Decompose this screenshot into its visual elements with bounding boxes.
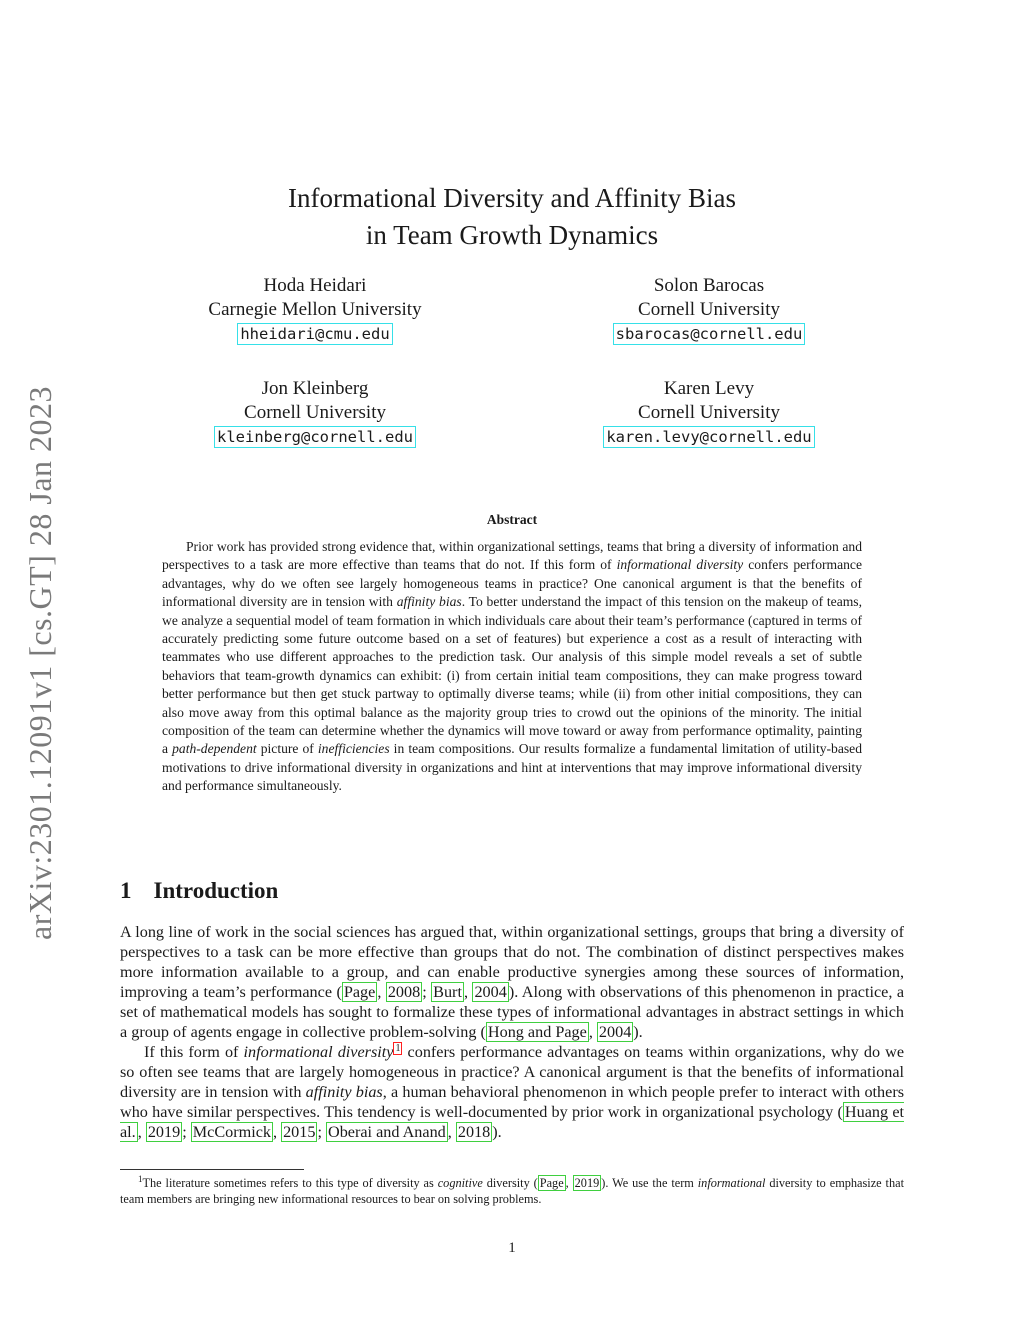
body-emphasis: informational diversity	[243, 1043, 394, 1061]
abstract-heading: Abstract	[486, 512, 538, 527]
author-email-link[interactable]: hheidari@cmu.edu	[237, 323, 392, 345]
citation-link[interactable]: 2018	[457, 1123, 491, 1141]
abstract-text: Prior work has provided strong evidence that, within organizational settings, teams that bring a diversity of information and perspectives to a task are more effective than teams that do not. If this form of	[162, 539, 862, 573]
body-emphasis: affinity bias	[305, 1083, 383, 1101]
citation-link[interactable]: 2008	[387, 983, 421, 1001]
section-heading	[120, 878, 278, 904]
footnote-divider	[120, 1169, 304, 1170]
footnote-emphasis: informational	[697, 1176, 766, 1190]
footnote-emphasis: cognitive	[437, 1176, 483, 1190]
citation-link[interactable]: 2004	[474, 983, 507, 1001]
citation-link[interactable]: 2015	[283, 1123, 316, 1141]
citation-link[interactable]: Hong and Page	[487, 1023, 587, 1041]
body-text: If this form of	[144, 1043, 244, 1061]
footnote-reference-link[interactable]: 1	[395, 1042, 401, 1054]
citation-link[interactable]: Page	[343, 983, 376, 1001]
intro-paragraph-2	[120, 1042, 904, 1142]
arxiv-identifier: arXiv:2301.12091v1 [cs.GT] 28 Jan 2023	[22, 385, 58, 940]
abstract-text: in team compositions. Our results formalize a fundamental limitation of utility-based motivations to drive informational diversity in organizations and hint at interventions that may improve informational diversity and performance simultaneously.	[162, 741, 862, 794]
abstract-text: picture of	[256, 741, 318, 757]
body-text: ,	[272, 1123, 282, 1141]
author-affiliation: Carnegie Mellon University	[208, 299, 422, 320]
author-name: Karen Levy	[663, 378, 755, 399]
footnote-text: The literature sometimes refers to this type of diversity as	[142, 1176, 438, 1190]
body-text: ).	[492, 1123, 502, 1141]
title-line-2: in Team Growth Dynamics	[365, 220, 659, 250]
abstract-text: confers performance advantages, why do we often see largely homogeneous teams in practice? One canonical argument is that the benefits of informational diversity are in tension with	[162, 557, 862, 610]
citation-link[interactable]: 2019	[574, 1176, 600, 1190]
body-text: ).	[633, 1023, 643, 1041]
footnote	[120, 1175, 904, 1207]
abstract-text: . To better understand the impact of this tension on the makeup of teams, we analyze a sequential model of team formation in which individuals care about their team’s performance (captured in terms of accurately predicting some future outcome based on a set of features) but experience a cost as a result of interacting with teammates who use different approaches to the prediction task. Our analysis of this simple model reveals a set of subtle behaviors that team-growth dynamics can exhibit: (i) from certain initial team compositions, they can make progress toward better performance but then get stuck partway to optimally diverse teams; while (ii) from other initial compositions, they can also move away from this optimal balance as the majority group tries to crowd out the opinions of the minority. The initial composition of the team can determine whether the dynamics will move toward or away from performance optimality, painting a	[162, 594, 862, 757]
body-text: ,	[137, 1123, 146, 1141]
abstract-emphasis: affinity bias	[396, 594, 462, 610]
page-number: 1	[508, 1240, 516, 1256]
author-name: Hoda Heidari	[263, 275, 367, 296]
author-email-link[interactable]: karen.levy@cornell.edu	[603, 426, 814, 448]
citation-link[interactable]: McCormick	[192, 1123, 271, 1141]
footnote-text: diversity to emphasize that team members are bringing new informational resources to bear on solving problems.	[120, 1176, 904, 1206]
citation-link[interactable]: 2019	[147, 1123, 181, 1141]
citation-link[interactable]: Burt	[433, 983, 462, 1001]
section-number: 1	[120, 878, 132, 903]
citation-link[interactable]: Huang et al.	[120, 1103, 904, 1141]
body-text: ,	[463, 983, 473, 1001]
author-affiliation: Cornell University	[638, 299, 780, 320]
author-block-kleinberg	[165, 377, 465, 449]
citation-link[interactable]: Oberai and Anand	[328, 1123, 446, 1141]
author-name: Solon Barocas	[653, 275, 765, 296]
footnote-text: diversity (	[482, 1176, 538, 1190]
body-text: , a human behavioral phenomenon in which people prefer to interact with others who have similar perspectives. This tendency is well-documented by prior work in organizational psychology (	[120, 1083, 905, 1121]
abstract-emphasis: path-dependent	[172, 741, 257, 757]
citation-link[interactable]: Page	[539, 1176, 564, 1190]
abstract-emphasis: inefficiencies	[317, 741, 390, 757]
body-text: ;	[317, 1123, 326, 1141]
body-text: ). Along with observations of this phenomenon in practice, a set of mathematical models has sought to formalize these types of informational advantages in abstract settings in which a group of agents engage in collective problem-solving (	[120, 983, 904, 1041]
footnote-text: ). We use the term	[601, 1176, 698, 1190]
body-text: confers performance advantages on teams within organizations, why do we so often see teams that are largely homogeneous in practice? A canonical argument is that the benefits of informational diversity are in tension with	[120, 1043, 905, 1101]
introduction-body	[120, 922, 904, 1142]
body-text: ,	[588, 1023, 597, 1041]
author-name: Jon Kleinberg	[261, 378, 369, 399]
abstract-body	[162, 538, 862, 796]
author-email-link[interactable]: kleinberg@cornell.edu	[214, 426, 416, 448]
title-line-1: Informational Diversity and Affinity Bias	[288, 183, 736, 213]
body-text: ;	[182, 1123, 191, 1141]
abstract-emphasis: informational diversity	[616, 557, 744, 573]
body-text: ;	[422, 983, 432, 1001]
footnote-text: ,	[565, 1176, 573, 1190]
author-affiliation: Cornell University	[244, 402, 386, 423]
author-block-heidari	[165, 274, 465, 346]
citation-link[interactable]: 2004	[598, 1023, 632, 1041]
section-title-text: Introduction	[153, 878, 279, 903]
author-block-barocas	[559, 274, 859, 346]
intro-paragraph-1	[120, 922, 904, 1042]
footnote-mark: 1	[138, 1173, 143, 1184]
author-affiliation: Cornell University	[638, 402, 780, 423]
author-email-link[interactable]: sbarocas@cornell.edu	[613, 323, 806, 345]
author-block-levy	[559, 377, 859, 449]
paper-title	[0, 180, 1024, 254]
body-text: ,	[377, 983, 386, 1001]
body-text: ,	[447, 1123, 456, 1141]
body-text: A long line of work in the social sciences has argued that, within organizational settings, groups that bring a diversity of perspectives to a task can be more effective than groups that do not. The combination of distinct perspectives makes more information available to a group, and can enable productive synergies among these sources of information, improving a team’s performance (	[120, 923, 904, 1001]
